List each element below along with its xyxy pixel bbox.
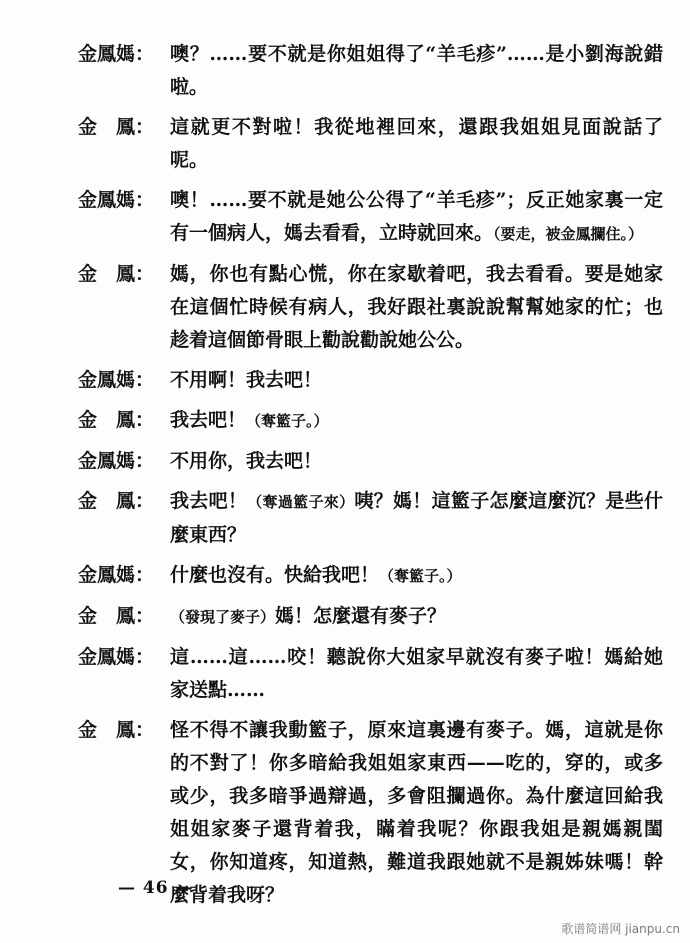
dialogue-entry — [78, 485, 663, 552]
dialogue-line — [170, 445, 663, 478]
dialogue-entry — [78, 38, 663, 104]
speaker-name: 金鳳媽： — [78, 43, 155, 65]
dialogue-entry — [78, 404, 663, 438]
dialogue-entry — [78, 600, 663, 634]
dialogue-entry — [78, 111, 663, 177]
dialogue-text: 這……這……咬！聽說你大姐家早就沒有麥子啦！媽給她家送點…… — [170, 646, 663, 701]
speaker-name: 金 鳳： — [78, 605, 155, 627]
dialogue-text: 噢！……要不就是她公公得了“羊毛疹”；反正她家裏一定有一個病人，媽去看看，立時就回來。 — [170, 189, 663, 244]
dialogue-text: 什麼也沒有。快給我吧！ — [170, 564, 380, 586]
speaker-name: 金 鳳： — [78, 409, 155, 431]
speaker-name: 金鳳媽： — [78, 646, 155, 668]
dialogue-text: 咦？媽！這籃子怎麼這麼沉？是些什麼東西？ — [170, 490, 663, 546]
script-dialogue — [78, 38, 663, 919]
dialogue-entry — [78, 364, 663, 397]
speaker-name: 金鳳媽： — [78, 564, 155, 586]
speaker-name: 金鳳媽： — [78, 369, 155, 391]
speaker-name: 金鳳媽： — [78, 189, 155, 211]
dialogue-text: 我去吧！ — [170, 490, 248, 512]
dialogue-text: 我去吧！ — [170, 409, 247, 431]
stage-direction: （發現了麥子） — [170, 608, 276, 626]
dialogue-line — [170, 559, 663, 593]
speaker-name: 金 鳳： — [78, 490, 155, 512]
dialogue-line — [170, 364, 663, 397]
dialogue-line — [170, 404, 663, 438]
speaker-name: 金鳳媽： — [78, 450, 155, 472]
dialogue-line — [170, 38, 663, 104]
dialogue-text: 媽！怎麼還有麥子？ — [275, 605, 447, 627]
dialogue-entry — [78, 258, 663, 357]
stage-direction: （奪籃子。） — [246, 412, 329, 430]
dialogue-line — [170, 258, 663, 357]
dialogue-entry — [78, 559, 663, 593]
dialogue-text: 這就更不對啦！我從地裡回來，還跟我姐姐見面說話了呢。 — [170, 116, 663, 171]
speaker-name: 金 鳳： — [78, 263, 155, 285]
dialogue-text: 噢？……要不就是你姐姐得了“羊毛疹”……是小劉海說錯啦。 — [170, 43, 663, 98]
dialogue-entry — [78, 445, 663, 478]
site-watermark: 歌谱简谱网 jianpu.cn — [561, 922, 680, 936]
dialogue-line — [170, 714, 663, 912]
dialogue-entry — [78, 184, 663, 251]
dialogue-text: 媽，你也有點心慌，你在家歇着吧，我去看看。要是她家在這個忙時候有病人，我好跟社裏說說幫幫她家的忙；也趁着這個節骨眼上勸說勸說她公公。 — [170, 263, 663, 351]
dialogue-line — [170, 111, 663, 177]
speaker-name: 金 鳳： — [78, 116, 155, 138]
dialogue-line — [170, 600, 663, 634]
stage-direction: （奪籃子。） — [379, 567, 462, 585]
dialogue-line — [170, 485, 663, 552]
page-number: — 46 — — [118, 878, 194, 898]
stage-direction: （要走，被金鳳攔住。） — [493, 225, 644, 243]
speaker-name: 金 鳳： — [78, 719, 155, 741]
dialogue-text: 不用你，我去吧！ — [170, 450, 323, 472]
dialogue-text: 怪不得不讓我動籃子，原來這裏邊有麥子。媽，這就是你的不對了！你多暗給我姐姐家東西——吃的，穿的，或多或少，我多暗爭過辯過，多會阻攔過你。為什麼這回給我姐姐家麥子還背着我，瞞着我呢？你跟我姐是親媽親閨女，你知道疼，知道熱，難道我跟她就不是親姊妹嗎！幹麼背着我呀？ — [170, 719, 663, 906]
dialogue-line — [170, 184, 663, 251]
stage-direction: （奪過籃子來） — [247, 493, 355, 511]
dialogue-text: 不用啊！我去吧！ — [170, 369, 323, 391]
dialogue-entry — [78, 641, 663, 707]
dialogue-line — [170, 641, 663, 707]
